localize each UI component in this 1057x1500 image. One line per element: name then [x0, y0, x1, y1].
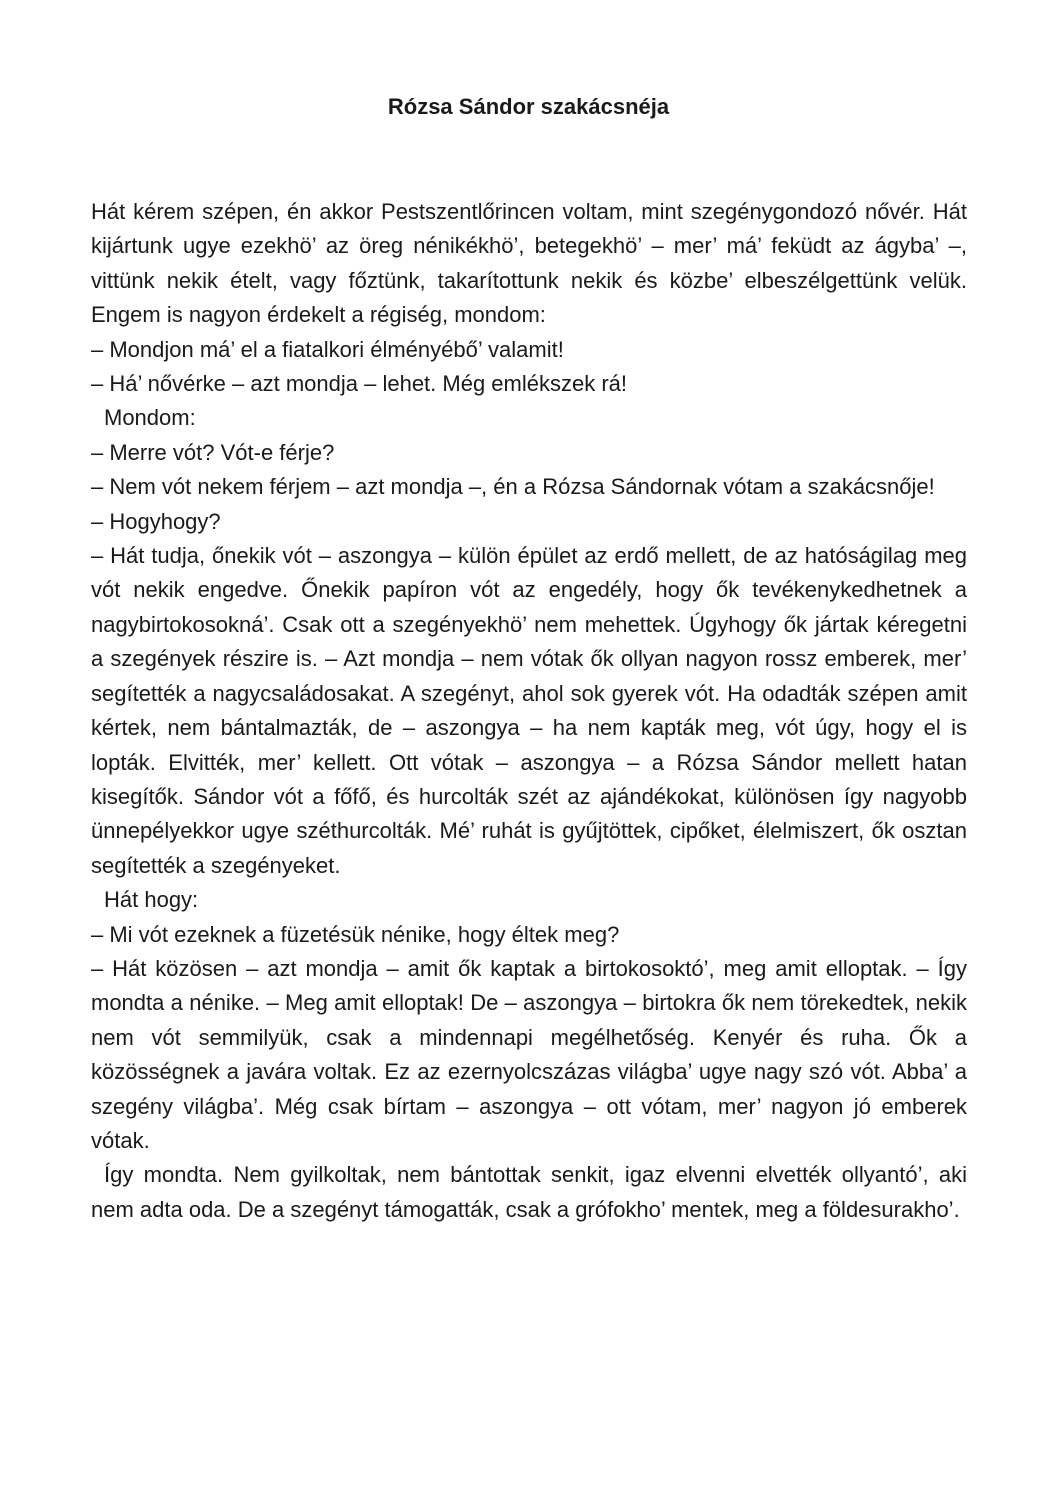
dialogue-line: – Mondjon má’ el a fiatalkori élményébő’ valamit!	[91, 336, 564, 362]
dialogue-paragraph: – Hát tudja, őnekik vót – aszongya – külön épület az erdő mellett, de az hatóságilag meg vót nekik engedve. Őnekik papíron vót az engedély, hogy ők tevékenykedhetnek a nagybirtokosokná’. Csak ott a szegényekhö’ nem mehettek. Úgyhogy ők jártak kéregetni a szegények részire is. – Azt mondja – nem vótak ők ollyan nagyon rossz emberek, mer’ segítették a nagycsaládosakat. A szegényt, ahol sok gyerek vót. Ha odadták szépen amit kértek, nem bántalmazták, de – aszongya – ha nem kapták meg, vót úgy, hogy el is lopták. Elvitték, mer’ kellett. Ott vótak – aszongya – a Rózsa Sándor mellett hatan kisegítők. Sándor vót a főfő, és hurcolták szét az ajándékokat, különösen így nagyobb ünnepélyekkor ugye széthurcolták. Mé’ ruhát is gyűjtöttek, cipőket, élelmiszert, ők osztan segítették a szegényeket.	[91, 543, 967, 878]
dialogue-line: – Hogyhogy?	[91, 508, 221, 534]
dialogue-paragraph: – Hát közösen – azt mondja – amit ők kaptak a birtokosoktó’, meg amit elloptak. – Így mondta a nénike. – Meg amit elloptak! De – aszongya – birtokra ők nem törekedtek, nekik nem vót semmilyük, csak a mindennapi megélhetőség. Kenyér és ruha. Ők a közösségnek a javára voltak. Ez az ezernyolcszázas világba’ ugye nagy szó vót. Abba’ a szegény világba’. Még csak bírtam – aszongya – ott vótam, mer’ nagyon jó emberek vótak.	[91, 955, 967, 1153]
narration-line: Hát hogy:	[104, 887, 199, 913]
dialogue-line: – Merre vót? Vót-e férje?	[91, 439, 335, 465]
paragraph-intro: Hát kérem szépen, én akkor Pestszentlőrincen voltam, mint szegénygondozó nővér. Hát kijártunk ugye ezekhö’ az öreg nénikékhö’, betegekhö’ – mer’ má’ feküdt az ágyba’ –, vittünk nekik ételt, vagy főztünk, takarítottunk nekik és közbe’ elbeszélgettünk velük. Engem is nagyon érdekelt a régiség, mondom:	[91, 199, 967, 328]
document-body	[91, 195, 967, 1227]
dialogue-line: – Há’ nővérke – azt mondja – lehet. Még emlékszek rá!	[91, 371, 628, 397]
closing-paragraph: Így mondta. Nem gyilkoltak, nem bántottak senkit, igaz elvenni elvették ollyantó’, aki nem adta oda. De a szegényt támogatták, csak a grófokho’ mentek, meg a földesurakho’.	[91, 1162, 967, 1222]
dialogue-line: – Mi vót ezeknek a füzetésük nénike, hogy éltek meg?	[91, 921, 620, 947]
document-title: Rózsa Sándor szakácsnéja	[387, 94, 670, 119]
dialogue-line: – Nem vót nekem férjem – azt mondja –, én a Rózsa Sándornak vótam a szakácsnője!	[91, 474, 935, 500]
narration-line: Mondom:	[104, 405, 196, 431]
